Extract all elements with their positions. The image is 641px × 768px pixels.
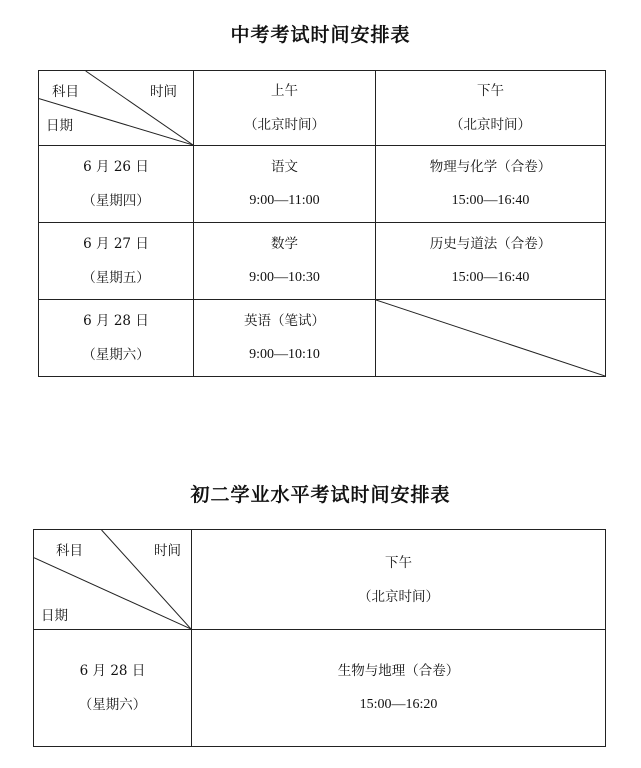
date: 6 月 26 日 [83, 159, 149, 175]
pm-header: 下午 [477, 83, 504, 99]
table-row [39, 223, 606, 300]
table-row [34, 630, 606, 747]
date-cell [39, 146, 194, 223]
pm-cell [376, 223, 606, 300]
corner-time-label: 时间 [154, 543, 181, 559]
pm-time: 15:00—16:20 [359, 697, 438, 712]
pm-header-cell [376, 71, 606, 146]
pm-header: 下午 [385, 554, 412, 571]
corner-date-label: 日期 [41, 608, 68, 624]
date: 6 月 28 日 [79, 663, 146, 679]
table1-header-row [39, 71, 606, 146]
pm-time: 15:00—16:40 [451, 193, 530, 208]
date: 6 月 27 日 [83, 236, 149, 252]
table2-corner-cell [34, 530, 192, 630]
corner-subject-label: 科目 [52, 84, 79, 100]
am-cell [194, 146, 376, 223]
pm-subject: 物理与化学（合卷） [429, 159, 552, 175]
table2-title: 初二学业水平考试时间安排表 [190, 484, 451, 506]
pm-header-sub: （北京时间） [358, 588, 439, 605]
corner-subject-label: 科目 [56, 543, 83, 559]
am-subject: 英语（笔试） [244, 313, 325, 329]
date-cell [34, 630, 192, 747]
pm-header-cell [192, 530, 606, 630]
am-subject: 数学 [271, 236, 298, 252]
pm-cell [376, 146, 606, 223]
am-time: 9:00—10:10 [249, 347, 320, 362]
pm-cell [192, 630, 606, 747]
table-row [39, 146, 606, 223]
weekday: （星期六） [82, 347, 150, 363]
weekday: （星期四） [82, 193, 150, 209]
pm-time: 15:00—16:40 [451, 270, 530, 285]
weekday: （星期六） [78, 697, 147, 713]
am-subject: 语文 [271, 159, 298, 175]
pm-subject: 历史与道法（合卷） [429, 236, 552, 252]
am-header-cell [194, 71, 376, 146]
empty-cell-diagonal [376, 300, 605, 376]
date-cell [39, 223, 194, 300]
am-cell [194, 223, 376, 300]
am-header-sub: （北京时间） [244, 117, 325, 133]
table2-header-row [34, 530, 606, 630]
am-time: 9:00—11:00 [249, 193, 320, 208]
pm-header-sub: （北京时间） [450, 117, 531, 133]
am-cell [194, 300, 376, 377]
corner-date-label: 日期 [46, 118, 73, 134]
exam-schedule-table [38, 70, 606, 377]
table1-title: 中考考试时间安排表 [230, 24, 411, 46]
weekday: （星期五） [82, 270, 150, 286]
empty-pm-cell [376, 300, 606, 377]
table1-corner-cell [39, 71, 194, 146]
pm-subject: 生物与地理（合卷） [337, 663, 460, 679]
corner-time-label: 时间 [150, 84, 177, 100]
table-row [39, 300, 606, 377]
date: 6 月 28 日 [83, 313, 149, 329]
grade8-exam-schedule-table [33, 529, 606, 747]
am-time: 9:00—10:30 [249, 270, 320, 285]
am-header: 上午 [271, 83, 298, 99]
date-cell [39, 300, 194, 377]
